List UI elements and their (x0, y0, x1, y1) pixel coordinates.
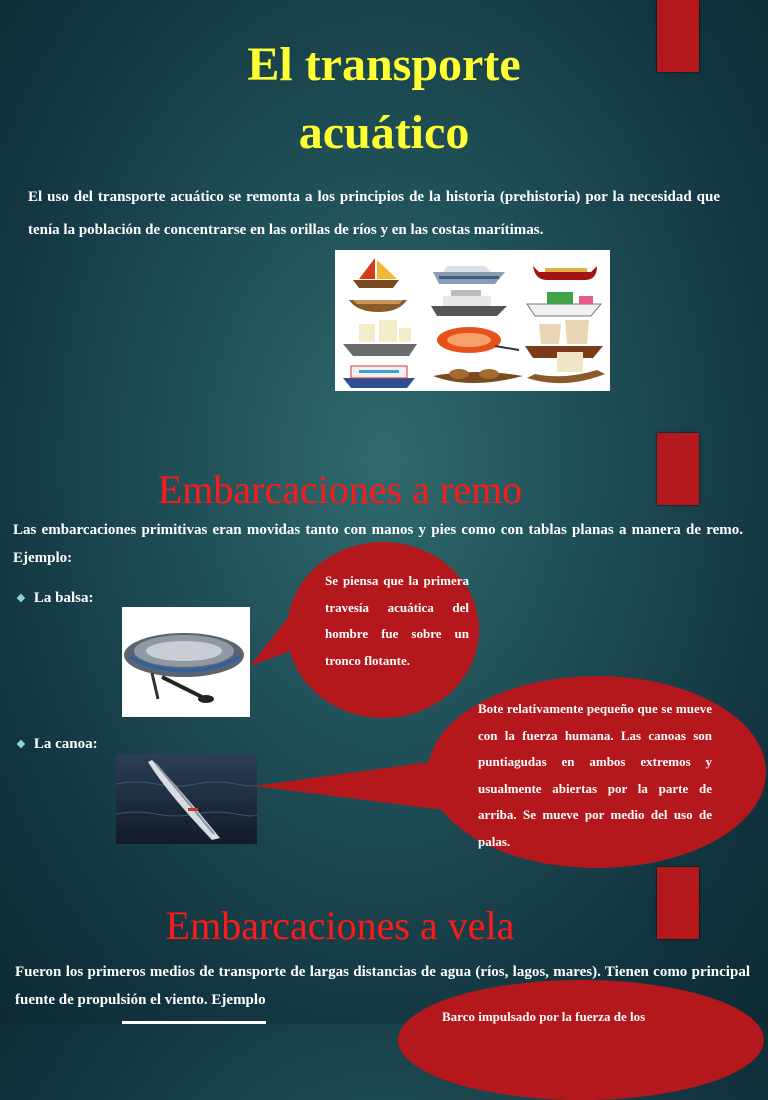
diamond-bullet-icon: ❖ (16, 739, 26, 751)
bubble-text-canoa: Bote relativamente pequeño que se mueve con la fuerza humana. Las canoas son puntiagudas en ambos extremos y usualmente abiertas por la parte de arriba. Se mueve por medio del uso de palas. (478, 701, 712, 849)
galleon-icon (343, 320, 417, 356)
intro-paragraph: Fueron los primeros medios de transporte de largas distancias de agua (ríos, lagos, mares). Tienen como principal fuente de propulsión el viento. Ejemplo (15, 964, 750, 1008)
boats-illustration (335, 250, 610, 391)
raft-image (122, 607, 250, 717)
inflatable-raft-icon (437, 327, 519, 353)
intro-paragraph: Las embarcaciones primitivas eran movidas tanto con manos y pies como con tablas planas a manera de remo. Ejemplo: (13, 522, 743, 566)
bubble-text-balsa: Se piensa que la primera travesía acuática del hombre fue sobre un tronco flotante. (325, 573, 469, 668)
speedboat-icon (433, 266, 505, 284)
intro-paragraph: El uso del transporte acuático se remonta a los principios de la historia (prehistoria) por la necesidad que tenía la población de concentrarse en las orillas de ríos y en las costas marítimas. (28, 189, 720, 238)
slide-title: Embarcaciones a vela (165, 903, 515, 948)
rowboat-icon (349, 300, 407, 312)
slide-title: Embarcaciones a remo (157, 467, 523, 512)
sailboat-icon (353, 258, 399, 288)
diamond-bullet-icon: ❖ (16, 593, 26, 605)
bubble-text-vela: Barco impulsado por la fuerza de los (442, 1009, 646, 1024)
ferry-icon (343, 366, 415, 388)
slide-title-line1: El transporte (247, 38, 521, 91)
canoe-image (116, 754, 257, 844)
canoe-icon (433, 369, 523, 383)
bullet-balsa: ❖ La balsa: (16, 590, 94, 606)
cruise-yacht-icon (431, 290, 507, 316)
slide-transporte-acuatico (0, 0, 768, 420)
longboat-icon (533, 266, 597, 280)
slide-title-line2: acuático (298, 106, 470, 159)
bubble-tail-shape (254, 750, 454, 830)
slide-embarcaciones-vela (0, 860, 768, 1024)
fishing-boat-icon (527, 292, 601, 316)
bullet-canoa: ❖ La canoa: (16, 736, 98, 752)
slide-embarcaciones-remo (0, 420, 768, 860)
